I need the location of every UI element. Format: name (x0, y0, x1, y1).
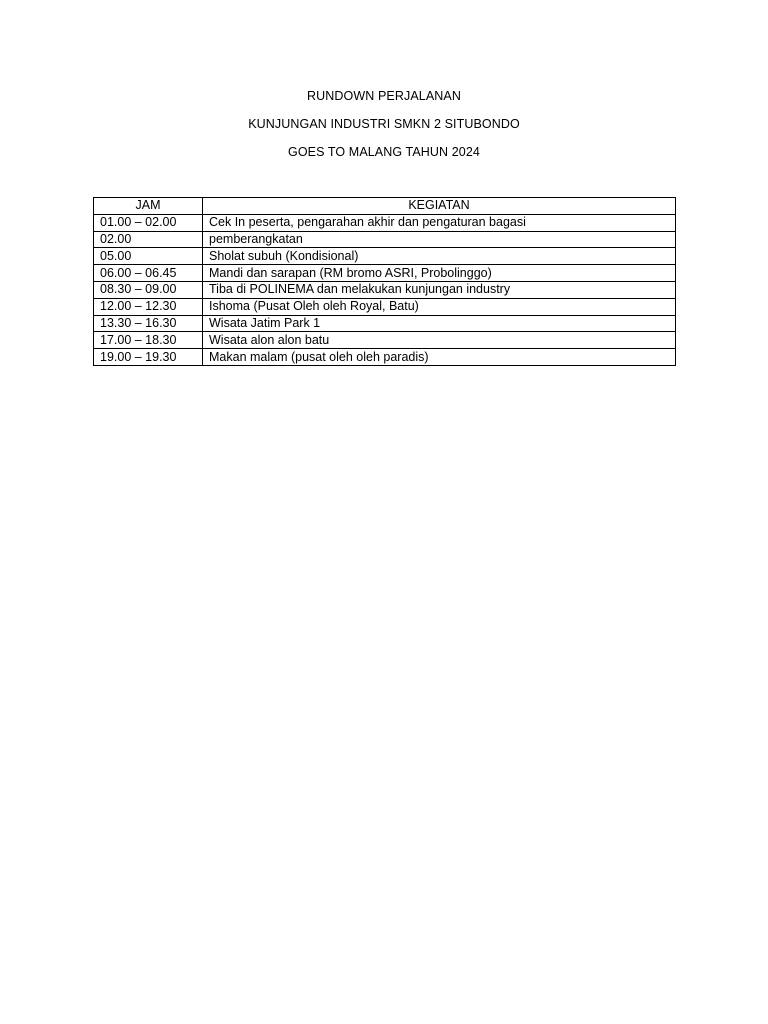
cell-kegiatan: Sholat subuh (Kondisional) (203, 248, 676, 265)
table-row (94, 298, 676, 315)
cell-kegiatan: Wisata Jatim Park 1 (203, 315, 676, 332)
rundown-table (93, 197, 676, 366)
cell-kegiatan: Wisata alon alon batu (203, 332, 676, 349)
cell-jam: 02.00 (94, 231, 203, 248)
document-subtitle: KUNJUNGAN INDUSTRI SMKN 2 SITUBONDO (248, 117, 520, 131)
document-title: RUNDOWN PERJALANAN (307, 89, 461, 103)
cell-kegiatan: Mandi dan sarapan (RM bromo ASRI, Probolinggo) (203, 265, 676, 282)
cell-jam: 13.30 – 16.30 (94, 315, 203, 332)
cell-kegiatan: pemberangkatan (203, 231, 676, 248)
cell-jam: 19.00 – 19.30 (94, 349, 203, 366)
cell-kegiatan: Cek In peserta, pengarahan akhir dan pengaturan bagasi (203, 214, 676, 231)
header-kegiatan: KEGIATAN (203, 198, 676, 215)
table-row (94, 214, 676, 231)
cell-jam: 05.00 (94, 248, 203, 265)
table-row (94, 281, 676, 298)
table-row (94, 265, 676, 282)
cell-kegiatan: Tiba di POLINEMA dan melakukan kunjungan industry (203, 281, 676, 298)
table-row (94, 231, 676, 248)
table-row (94, 332, 676, 349)
table-row (94, 349, 676, 366)
cell-jam: 01.00 – 02.00 (94, 214, 203, 231)
cell-jam: 12.00 – 12.30 (94, 298, 203, 315)
cell-jam: 06.00 – 06.45 (94, 265, 203, 282)
document-subtitle-year: GOES TO MALANG TAHUN 2024 (288, 145, 480, 159)
cell-kegiatan: Makan malam (pusat oleh oleh paradis) (203, 349, 676, 366)
cell-kegiatan: Ishoma (Pusat Oleh oleh Royal, Batu) (203, 298, 676, 315)
table-header-row (94, 198, 676, 215)
table-row (94, 315, 676, 332)
cell-jam: 17.00 – 18.30 (94, 332, 203, 349)
cell-jam: 08.30 – 09.00 (94, 281, 203, 298)
table-row (94, 248, 676, 265)
header-jam: JAM (94, 198, 203, 215)
